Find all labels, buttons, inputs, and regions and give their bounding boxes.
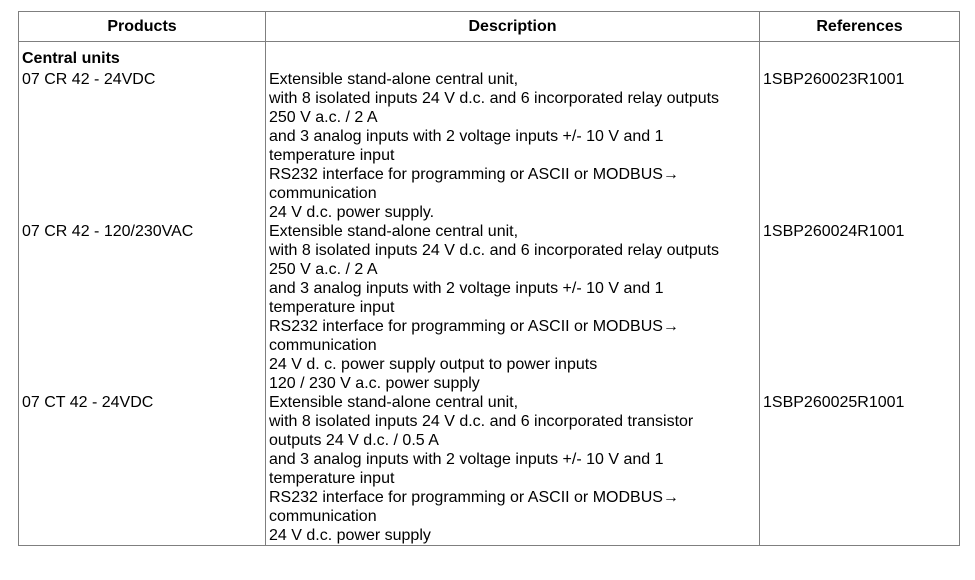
- description-line: Extensible stand-alone central unit,: [269, 70, 519, 88]
- description-line: RS232 interface for programming or ASCII or MODBUS→: [269, 317, 679, 335]
- description-line: temperature input: [269, 146, 395, 164]
- description-line: Extensible stand-alone central unit,: [269, 393, 519, 411]
- description-line: outputs 24 V d.c. / 0.5 A: [269, 431, 439, 449]
- column-header-description: Description: [266, 12, 760, 42]
- description-line: and 3 analog inputs with 2 voltage inputs +/- 10 V and 1: [269, 450, 664, 468]
- description-line: temperature input: [269, 298, 395, 316]
- category-description-cell: [266, 42, 760, 70]
- table-row: [19, 222, 960, 393]
- description-line: communication: [269, 507, 377, 525]
- description-line: temperature input: [269, 469, 395, 487]
- description-line: 250 V a.c. / 2 A: [269, 260, 378, 278]
- description-line: 120 / 230 V a.c. power supply: [269, 374, 480, 392]
- description-line: and 3 analog inputs with 2 voltage inputs +/- 10 V and 1: [269, 127, 664, 145]
- product-description: [266, 222, 760, 393]
- product-reference: 1SBP260023R1001: [760, 70, 960, 222]
- product-name: 07 CR 42 - 120/230VAC: [19, 222, 266, 393]
- category-label: Central units: [19, 42, 266, 70]
- table-header-row: [19, 12, 960, 42]
- table-row: [19, 393, 960, 546]
- description-line: RS232 interface for programming or ASCII or MODBUS→: [269, 165, 679, 183]
- product-description: [266, 393, 760, 546]
- description-line: communication: [269, 184, 377, 202]
- description-line: and 3 analog inputs with 2 voltage inputs +/- 10 V and 1: [269, 279, 664, 297]
- product-reference: 1SBP260024R1001: [760, 222, 960, 393]
- category-reference-cell: [760, 42, 960, 70]
- product-reference: 1SBP260025R1001: [760, 393, 960, 546]
- column-header-products: Products: [19, 12, 266, 42]
- description-line: 24 V d. c. power supply output to power inputs: [269, 355, 598, 373]
- product-name: 07 CT 42 - 24VDC: [19, 393, 266, 546]
- description-line: Extensible stand-alone central unit,: [269, 222, 519, 240]
- description-line: with 8 isolated inputs 24 V d.c. and 6 incorporated relay outputs: [269, 89, 720, 107]
- products-table: [18, 11, 960, 546]
- description-line: communication: [269, 336, 377, 354]
- category-row: [19, 42, 960, 70]
- description-line: with 8 isolated inputs 24 V d.c. and 6 incorporated relay outputs: [269, 241, 720, 259]
- description-line: with 8 isolated inputs 24 V d.c. and 6 incorporated transistor: [269, 412, 694, 430]
- description-line: 24 V d.c. power supply.: [269, 203, 435, 221]
- products-table-container: [18, 11, 960, 546]
- description-line: 24 V d.c. power supply: [269, 526, 431, 544]
- column-header-references: References: [760, 12, 960, 42]
- description-line: 250 V a.c. / 2 A: [269, 108, 378, 126]
- product-description: [266, 70, 760, 222]
- product-name: 07 CR 42 - 24VDC: [19, 70, 266, 222]
- description-line: RS232 interface for programming or ASCII or MODBUS→: [269, 488, 679, 506]
- table-row: [19, 70, 960, 222]
